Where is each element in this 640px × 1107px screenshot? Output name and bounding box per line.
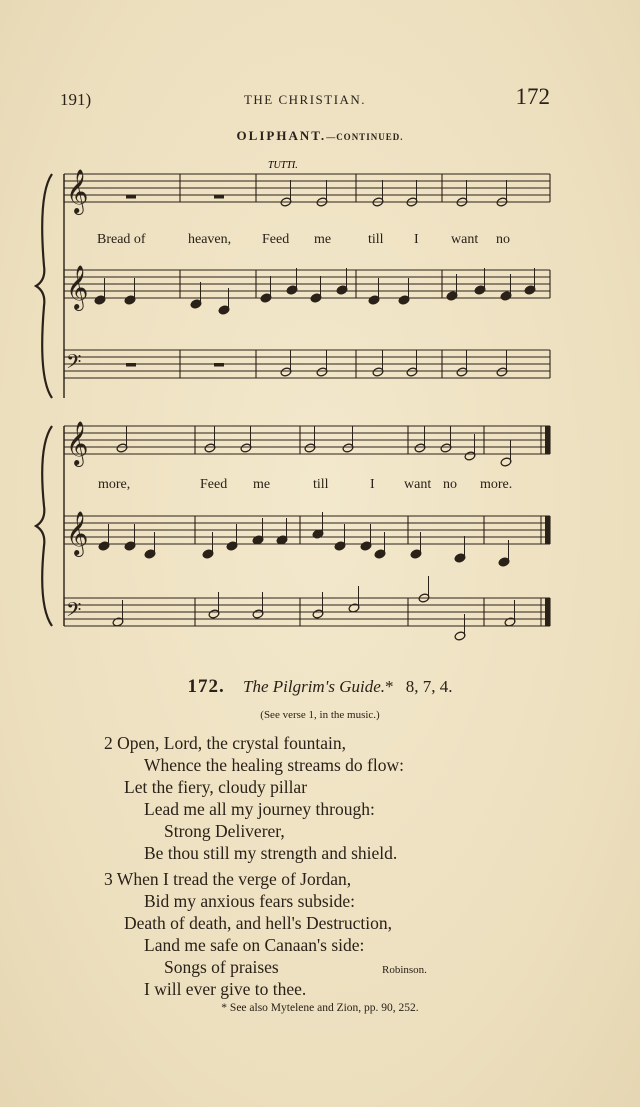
verse-line: Death of death, and hell's Destruction, (124, 913, 393, 933)
tune-name: OLIPHANT. (236, 128, 327, 143)
system-brace-icon (36, 174, 52, 398)
lyric-2: heaven, (188, 232, 232, 247)
bass-clef-icon: 𝄢 (66, 350, 82, 378)
treble-clef-icon: 𝄞 (66, 421, 89, 465)
verse-line: Bid my anxious fears subside: (144, 891, 355, 911)
lyric-14: want (404, 477, 432, 492)
lyric-1: Bread of (97, 232, 146, 247)
verse-line: Be thou still my strength and shield. (144, 843, 398, 863)
lyric-3: Feed (262, 232, 290, 247)
verse-line: Let the fiery, cloudy pillar (124, 777, 308, 797)
treble-clef-icon: 𝄞 (66, 265, 89, 309)
verse-line: Land me safe on Canaan's side: (144, 935, 365, 955)
bass-clef-icon: 𝄢 (66, 598, 82, 626)
lyric-12: till (313, 477, 329, 492)
lyric-4: me (314, 232, 332, 247)
lyric-16: more. (480, 477, 513, 492)
hymn-number: 172. (187, 676, 225, 697)
footnote-mark: * (385, 677, 394, 696)
tutti-marking: TUTTI. (268, 160, 298, 171)
hymn-number-header: 172 (515, 84, 550, 109)
verse-reference: (See verse 1, in the music.) (260, 709, 380, 721)
lyric-10: Feed (200, 477, 228, 492)
tune-continued: —CONTINUED. (326, 132, 404, 142)
lyric-15: no (443, 477, 457, 492)
lyric-6: I (414, 232, 419, 247)
page-header (60, 84, 550, 114)
lyric-13: I (370, 477, 375, 492)
verse-line: 3 When I tread the verge of Jordan, (104, 869, 352, 889)
verse-line: Strong Deliverer, (164, 821, 285, 841)
page-number-left: 191) (60, 90, 92, 109)
treble-clef-icon: 𝄞 (66, 169, 89, 213)
running-title: THE CHRISTIAN. (243, 92, 367, 107)
lyric-11: me (253, 477, 271, 492)
tune-title (0, 128, 640, 144)
footnote: * See also Mytelene and Zion, pp. 90, 252. (221, 1002, 419, 1014)
treble-clef-icon: 𝄞 (66, 511, 89, 555)
hymn-title: The Pilgrim's Guide. (243, 677, 385, 696)
music-notation (0, 150, 640, 660)
lyric-7: want (451, 232, 479, 247)
hymn-heading (0, 676, 640, 698)
hymn-meter: 8, 7, 4. (405, 677, 453, 696)
verse-line: Lead me all my journey through: (144, 799, 375, 819)
verse-line: Whence the healing streams do flow: (144, 755, 404, 775)
verse-line: Songs of praises (164, 957, 279, 977)
verse-line: I will ever give to thee. (144, 979, 307, 999)
author-credit: Robinson. (382, 964, 427, 976)
system-brace-icon (36, 426, 52, 626)
verse-line: 2 Open, Lord, the crystal fountain, (104, 733, 347, 753)
lyric-5: till (368, 232, 384, 247)
lyric-8: no (496, 232, 510, 247)
lyric-9: more, (98, 477, 131, 492)
